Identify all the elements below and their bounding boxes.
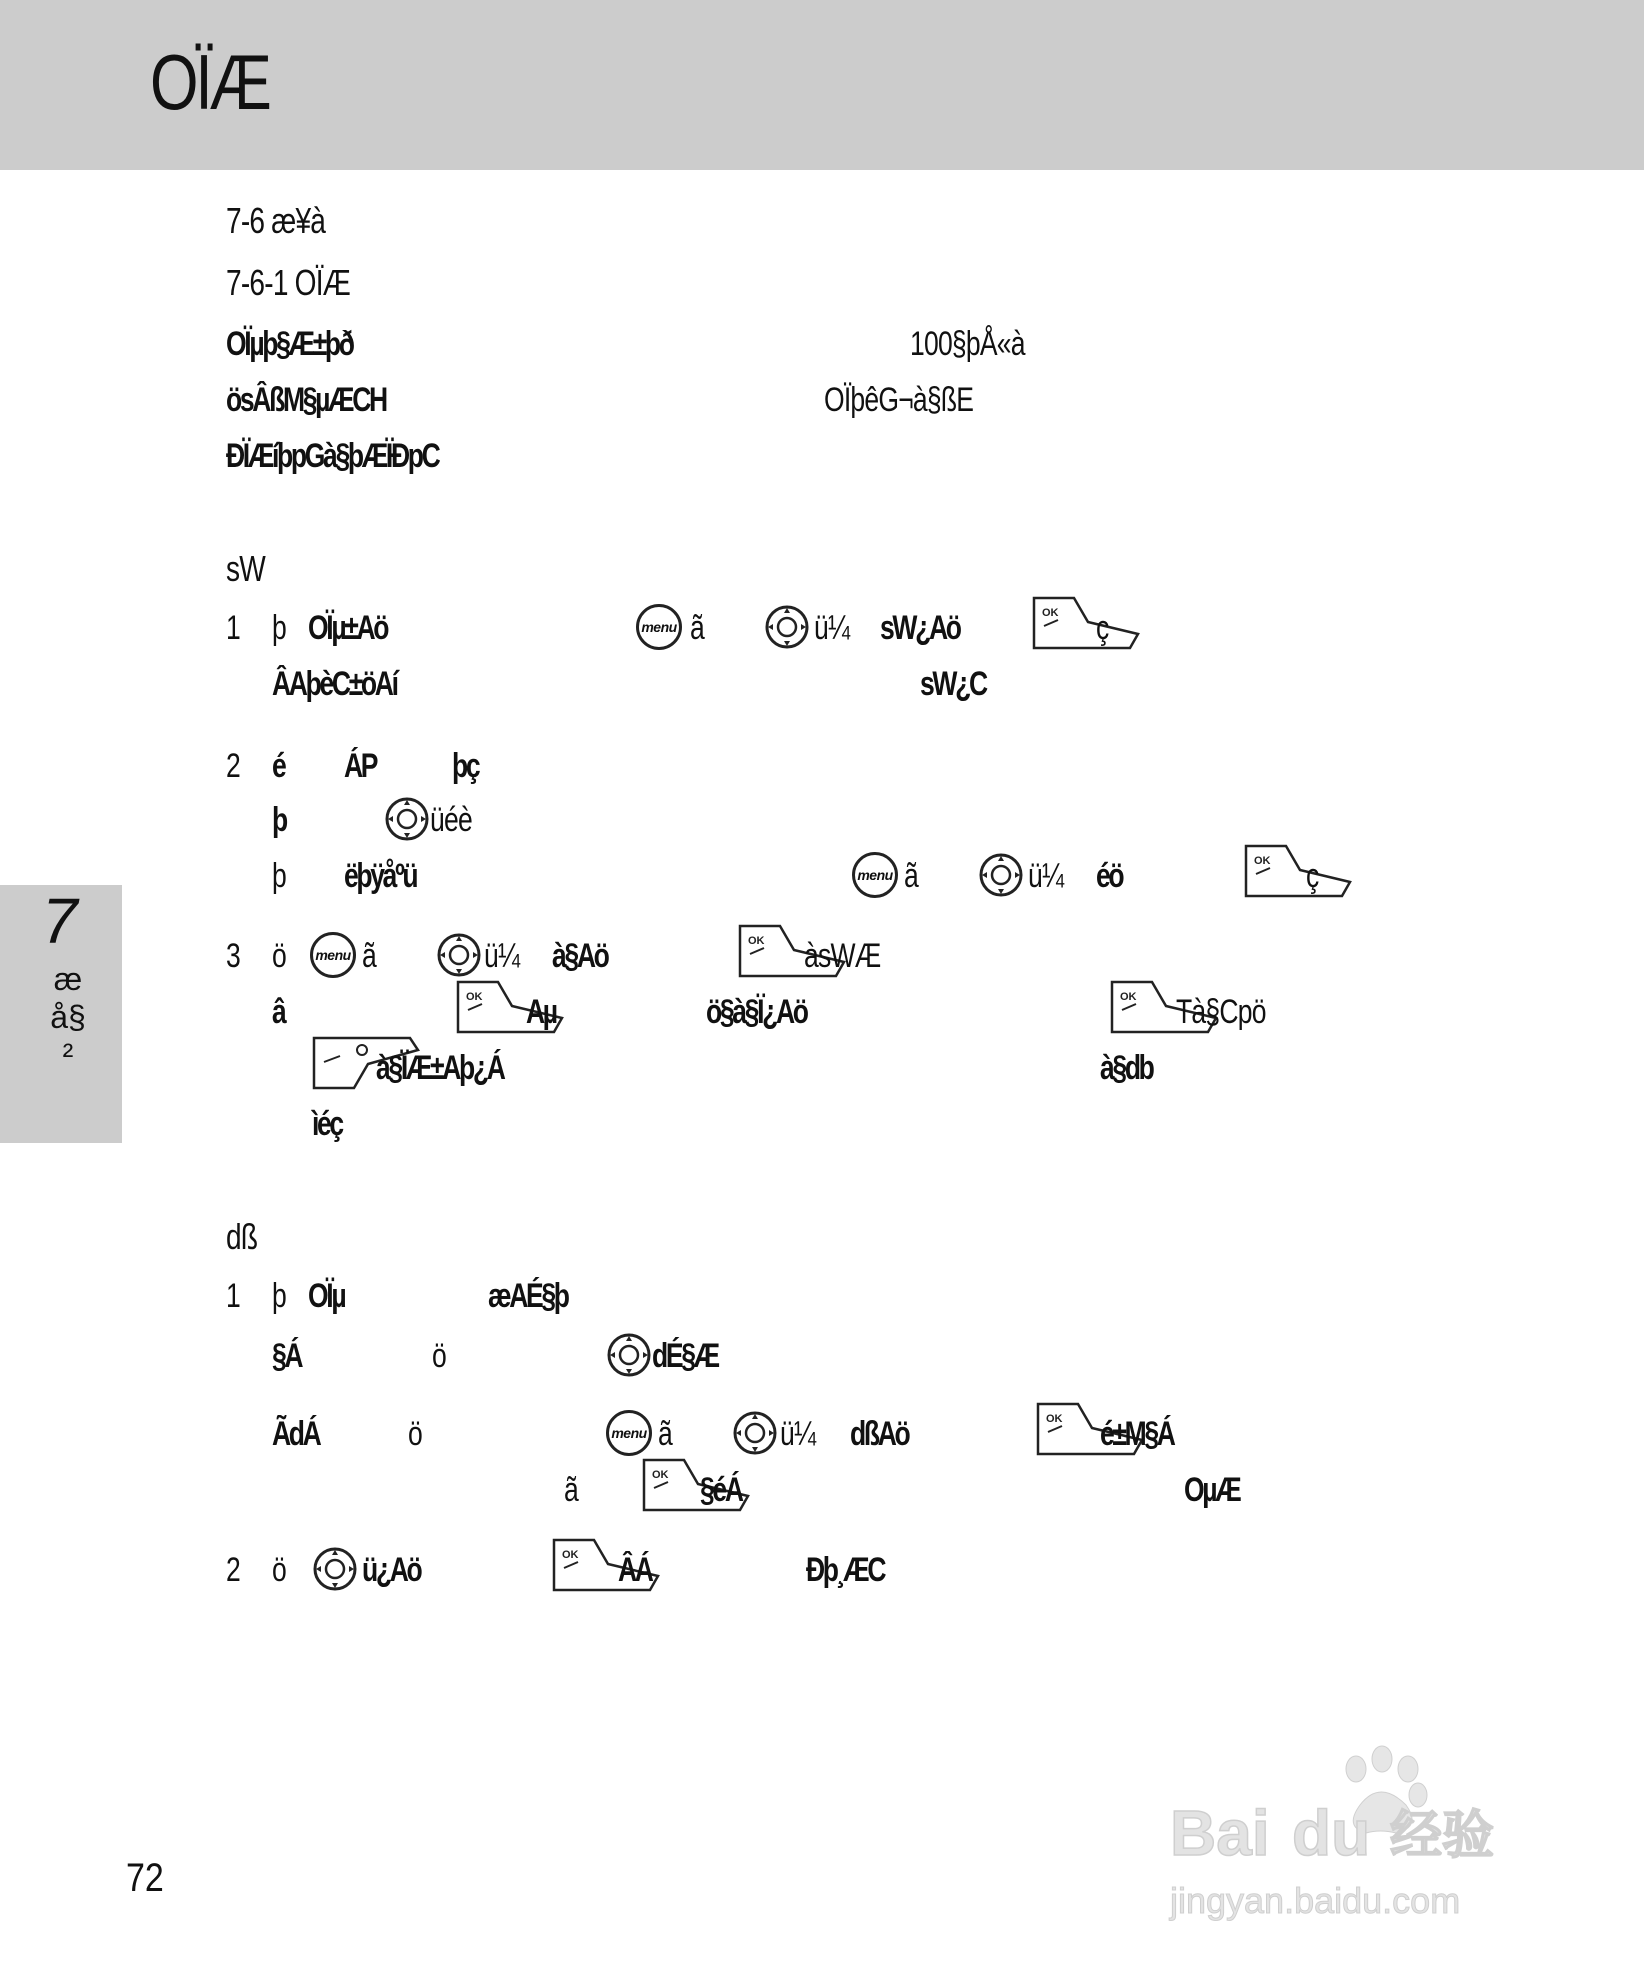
edit-step-1-text-a: þ bbox=[272, 1277, 286, 1315]
edit-step-1-text-b: OÏµ bbox=[308, 1277, 345, 1315]
add-step-3-line-4: ìéç bbox=[312, 1105, 342, 1143]
menu-key-icon: menu bbox=[310, 932, 356, 978]
chapter-label: æå§² bbox=[50, 961, 86, 1073]
edit-section-title: dß bbox=[226, 1216, 258, 1257]
edit-step-2-number: 2 bbox=[226, 1551, 240, 1589]
intro-line-2-right: OÏþêG¬à§ßE bbox=[824, 381, 974, 419]
intro-line-2-left: ösÂßM§µÆCH bbox=[226, 381, 386, 419]
menu-key-icon: menu bbox=[636, 604, 682, 650]
navigation-key-icon bbox=[978, 852, 1024, 898]
edit-step-2-text-a: ö bbox=[272, 1551, 286, 1589]
add-step-3-text-a: ö bbox=[272, 937, 286, 975]
menu-key-icon: menu bbox=[852, 852, 898, 898]
add-step-1-number: 1 bbox=[226, 609, 240, 647]
navigation-key-icon bbox=[436, 932, 482, 978]
add-step-3-line-2-d: Tà§Cpö bbox=[1176, 993, 1266, 1031]
page-number: 72 bbox=[126, 1856, 164, 1900]
baidu-watermark-logo bbox=[1160, 1735, 1560, 1935]
intro-line-3: ÐÏÆíþpGà§þÆÏÐpC bbox=[226, 437, 439, 475]
edit-step-1-line-3-e: dßAö bbox=[850, 1415, 909, 1453]
svg-text:Bai: Bai bbox=[1170, 1797, 1270, 1869]
intro-line-1-right: 100§þÅ«à bbox=[910, 325, 1025, 363]
edit-step-1-line-4-b: §éÁ bbox=[700, 1471, 742, 1509]
edit-step-1-line-2-a: §Á bbox=[272, 1337, 302, 1375]
navigation-key-icon bbox=[312, 1546, 358, 1592]
svg-text:OK: OK bbox=[562, 1549, 579, 1561]
add-step-1-text-a: þ bbox=[272, 609, 286, 647]
ok-softkey-icon bbox=[1242, 842, 1354, 898]
add-step-3-text-c: ü¼ bbox=[484, 937, 520, 975]
add-step-3-text-b: ã bbox=[362, 937, 376, 975]
add-step-3-line-2-b: Aµ bbox=[526, 993, 556, 1031]
add-step-2-number: 2 bbox=[226, 747, 240, 785]
edit-step-1-line-2-b: ö bbox=[432, 1337, 446, 1375]
svg-text:OK: OK bbox=[1120, 991, 1137, 1003]
add-step-3-line-2-c: ö§à§Ï¿Aö bbox=[706, 993, 807, 1031]
add-step-2-line-3-a: þ bbox=[272, 857, 286, 895]
add-step-2-line-3-b: ëþÿåºü bbox=[344, 857, 417, 895]
edit-step-1-line-2-c: dÉ§Æ bbox=[652, 1337, 718, 1375]
navigation-key-icon bbox=[764, 604, 810, 650]
svg-text:OK: OK bbox=[1042, 607, 1059, 619]
add-step-1-line-2-right: sW¿C bbox=[920, 665, 986, 703]
add-step-2-line-3-d: ü¼ bbox=[1028, 857, 1064, 895]
navigation-key-icon bbox=[606, 1332, 652, 1378]
add-step-3-line-2-a: â bbox=[272, 993, 285, 1031]
add-step-3-line-3-b: à§db bbox=[1100, 1049, 1153, 1087]
add-step-3-text-d: à§Aö bbox=[552, 937, 608, 975]
navigation-key-icon bbox=[732, 1410, 778, 1456]
add-step-2-line-3-f: ç bbox=[1306, 857, 1319, 895]
chapter-number: 7 bbox=[42, 885, 78, 957]
svg-text:du: du bbox=[1292, 1797, 1371, 1869]
svg-text:OK: OK bbox=[652, 1469, 669, 1481]
add-step-1-text-d: ü¼ bbox=[814, 609, 850, 647]
add-step-3-text-e: àsWÆ bbox=[804, 937, 881, 975]
svg-text:OK: OK bbox=[1046, 1413, 1063, 1425]
add-step-2-text-a: é bbox=[272, 747, 285, 785]
edit-step-1-line-4-a: ã bbox=[564, 1471, 578, 1509]
add-step-2-line-3-c: ã bbox=[904, 857, 918, 895]
edit-step-2-text-c: ÂÁ bbox=[618, 1551, 652, 1589]
navigation-key-icon bbox=[384, 796, 430, 842]
add-step-1-text-e: sW¿Aö bbox=[880, 609, 960, 647]
edit-step-2-text-d: Ðþ¸ÆC bbox=[806, 1551, 885, 1589]
edit-step-1-line-3-c: ã bbox=[658, 1415, 672, 1453]
svg-text:jingyan.baidu.com: jingyan.baidu.com bbox=[1170, 1880, 1461, 1921]
edit-step-1-line-4-c: OµÆ bbox=[1184, 1471, 1240, 1509]
add-step-2-text-c: þç bbox=[452, 747, 479, 785]
add-step-1-text-f: ç bbox=[1096, 609, 1109, 647]
menu-key-icon: menu bbox=[606, 1410, 652, 1456]
edit-step-1-number: 1 bbox=[226, 1277, 240, 1315]
add-step-1-line-2: ÂAþèC±öAí bbox=[272, 665, 397, 703]
add-step-2-line-2-b: üéè bbox=[430, 801, 472, 839]
svg-text:OK: OK bbox=[466, 991, 483, 1003]
add-step-1-text-c: ã bbox=[690, 609, 704, 647]
add-section-title: sW bbox=[226, 548, 265, 589]
add-step-3-line-3-a: à§ÏÆ±Aþ¿Á bbox=[376, 1049, 504, 1087]
edit-step-1-line-3-b: ö bbox=[408, 1415, 422, 1453]
edit-step-1-line-3-a: ÃdÁ bbox=[272, 1415, 320, 1453]
edit-step-2-text-b: ü¿Aö bbox=[362, 1551, 421, 1589]
svg-text:OK: OK bbox=[1254, 855, 1271, 867]
svg-text:经验: 经验 bbox=[1390, 1806, 1495, 1866]
add-step-2-line-3-e: éö bbox=[1096, 857, 1123, 895]
intro-line-1-left: OÏµþ§Æ±þð bbox=[226, 325, 353, 363]
page-title: OÏÆ bbox=[150, 38, 269, 126]
ok-softkey-icon bbox=[1030, 594, 1142, 650]
add-step-3-number: 3 bbox=[226, 937, 240, 975]
edit-step-1-text-c: æAÉ§þ bbox=[488, 1277, 568, 1315]
add-step-1-text-b: OÏµ±Aö bbox=[308, 609, 388, 647]
section-subheading: 7-6-1 OÏÆ bbox=[226, 262, 351, 303]
edit-step-1-line-3-f: é±M§Á bbox=[1100, 1415, 1174, 1453]
section-heading: 7-6 æ¥à bbox=[226, 200, 326, 241]
add-step-2-line-2-a: þ bbox=[272, 801, 286, 839]
edit-step-1-line-3-d: ü¼ bbox=[780, 1415, 816, 1453]
add-step-2-text-b: ÁP bbox=[344, 747, 377, 785]
svg-text:OK: OK bbox=[748, 935, 765, 947]
